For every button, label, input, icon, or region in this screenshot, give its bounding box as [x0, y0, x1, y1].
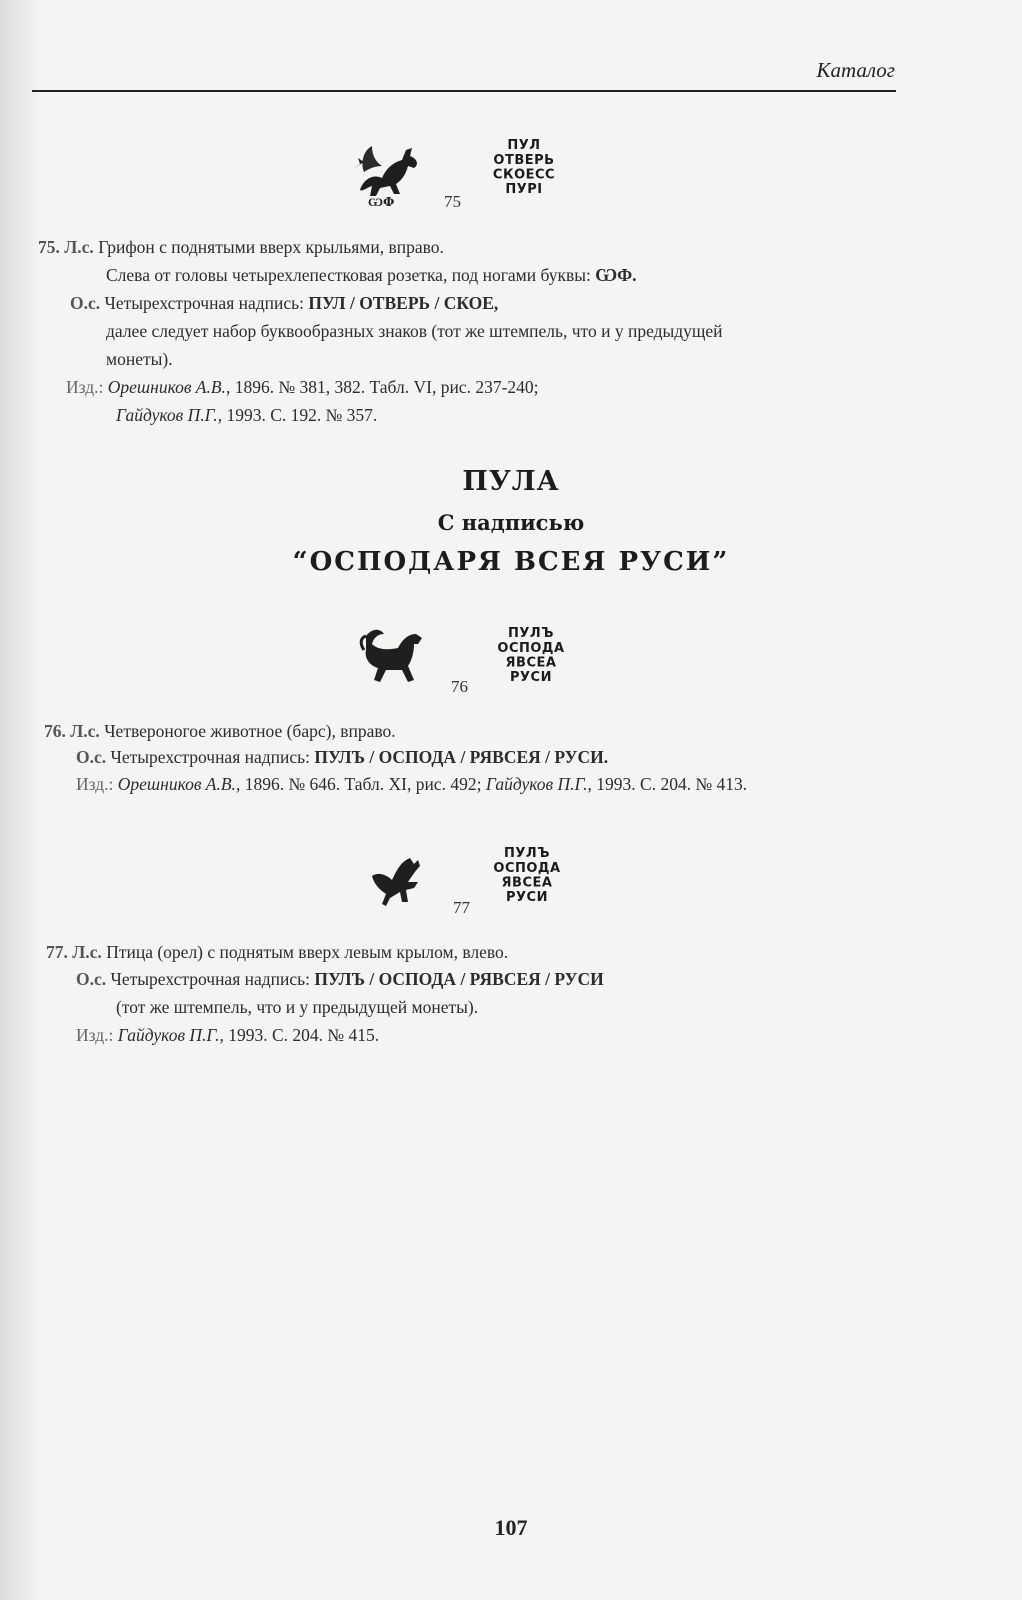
section-inscription: “ОСПОДАРЯ ВСЕЯ РУСИ” [292, 547, 730, 577]
coin-77-reverse-inscription: ПУЛЪ ОСПОДА ЯВСЕА РУСИ [493, 845, 561, 906]
griffin-icon [350, 138, 425, 208]
entry-75-reverse-cont: далее следует набор буквообразных знаков (тот же штемпель, что и у предыдущей [106, 321, 723, 341]
entry-76-refs: Изд.: Орешников А.В., 1896. № 646. Табл. XI, рис. 492; Гайдуков П.Г., 1993. С. 204. № 413. [76, 774, 748, 794]
page-number: 107 [494, 1515, 528, 1540]
figure-number: 75 [444, 192, 461, 211]
entry-77-obverse: 77. Л.с. Птица (орел) с поднятым вверх левым крылом, влево. [46, 942, 509, 962]
entry-75-refs: Изд.: Орешников А.В., 1896. № 381, 382. Табл. VI, рис. 237-240; [66, 377, 539, 397]
entry-75-obverse: 75. Л.с. Грифон с поднятыми вверх крыльями, вправо. [38, 237, 444, 257]
section-title: ПУЛА [462, 466, 560, 497]
section-subtitle: С надписью [437, 510, 585, 535]
header-rule [32, 90, 896, 92]
coin-76-obverse [358, 622, 428, 690]
page-edge-shadow [0, 0, 40, 1600]
entry-76-reverse: О.с. Четырехстрочная надпись: ПУЛЪ / ОСПОДА / РЯВСЕЯ / РУСИ. [76, 747, 609, 767]
eagle-icon [366, 852, 428, 912]
running-title: Каталог [816, 58, 895, 82]
coin-77-obverse [366, 852, 428, 912]
entry-75-reverse-cont2: монеты). [106, 349, 173, 369]
entry-77-reverse-cont: (тот же штемпель, что и у предыдущей монеты). [116, 997, 479, 1017]
coin-76-reverse-inscription: ПУЛЪ ОСПОДА ЯВСЕА РУСИ [497, 625, 565, 686]
figure-number: 76 [451, 677, 468, 696]
entry-75-refs-cont: Гайдуков П.Г., 1993. С. 192. № 357. [116, 405, 378, 425]
entry-75-reverse: О.с. Четырехстрочная надпись: ПУЛ / ОТВЕРЬ / СКОЕ, [70, 293, 499, 313]
leopard-icon [358, 622, 428, 690]
entry-77-refs: Изд.: Гайдуков П.Г., 1993. С. 204. № 415. [76, 1025, 380, 1045]
entry-75-obverse-cont: Слева от головы четырехлепестковая розетка, под ногами буквы: ѠФ. [106, 265, 637, 285]
figure-number: 77 [453, 898, 470, 917]
coin-75-obverse [350, 138, 425, 208]
entry-77-reverse: О.с. Четырехстрочная надпись: ПУЛЪ / ОСПОДА / РЯВСЕЯ / РУСИ [76, 969, 604, 989]
coin-75-reverse-inscription: ПУЛ ОТВЕРЬ СКОЕСС ПУРІ [492, 137, 556, 198]
entry-76-obverse: 76. Л.с. Четвероногое животное (барс), вправо. [44, 721, 396, 741]
svg-text:ѠФ: ѠФ [368, 195, 395, 208]
